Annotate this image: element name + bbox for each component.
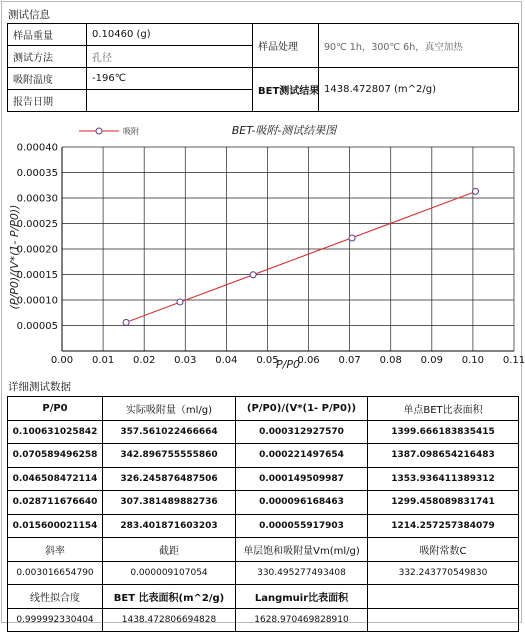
summary-value-row bbox=[8, 561, 519, 585]
intercept-value: 0.000009107054 bbox=[103, 561, 236, 585]
langmuir-surface-area-value: 1628.970469828910 bbox=[236, 608, 368, 632]
table-row bbox=[8, 444, 519, 468]
details-section-title: 详细测试数据 bbox=[8, 381, 71, 393]
cell-single-point-bet: 1299.458089831741 bbox=[368, 491, 519, 515]
x-tick-label: 0.08 bbox=[379, 355, 402, 366]
x-tick-label: 0.07 bbox=[338, 355, 361, 366]
summary-label-row bbox=[8, 585, 519, 609]
cell-p-p0: 0.046508472114 bbox=[8, 467, 103, 491]
report-date-value bbox=[87, 90, 253, 112]
bet-chart bbox=[7, 121, 525, 371]
legend-label: 吸附 bbox=[123, 127, 139, 136]
table-row bbox=[8, 420, 519, 444]
y-tick-label: 0.00025 bbox=[16, 219, 58, 230]
bet-result-label: BET测试结果 bbox=[253, 68, 319, 112]
test-method-label: 测试方法 bbox=[8, 46, 87, 68]
test-info-table bbox=[7, 23, 519, 112]
x-tick-label: 0.04 bbox=[215, 355, 238, 366]
cell-p-p0: 0.015600021154 bbox=[8, 514, 103, 538]
x-tick-label: 0.10 bbox=[461, 355, 485, 366]
bet-surface-area-value: 1438.472806694828 bbox=[103, 608, 236, 632]
header-p-p0: P/P0 bbox=[8, 397, 103, 421]
report-date-label: 报告日期 bbox=[8, 90, 87, 112]
adsorption-temp-value: -196℃ bbox=[87, 68, 253, 90]
y-tick-label: 0.00035 bbox=[16, 168, 58, 179]
empty-cell bbox=[368, 608, 519, 632]
header-bet-function: (P/P0)/(V*(1- P/P0)) bbox=[236, 397, 368, 421]
cell-adsorption-volume: 283.401871603203 bbox=[103, 514, 236, 538]
test-method-value: 孔径 bbox=[87, 46, 253, 68]
cell-single-point-bet: 1399.666183835415 bbox=[368, 420, 519, 444]
cell-p-p0: 0.028711676640 bbox=[8, 491, 103, 515]
c-constant-label: 吸附常数C bbox=[368, 538, 519, 562]
summary-label-row bbox=[8, 538, 519, 562]
cell-adsorption-volume: 326.245876487506 bbox=[103, 467, 236, 491]
slope-label: 斜率 bbox=[8, 538, 103, 562]
details-header-row bbox=[8, 397, 519, 421]
y-tick-label: 0.00020 bbox=[16, 244, 58, 256]
sample-weight-label: 样品重量 bbox=[8, 24, 87, 46]
c-constant-value: 332.243770549830 bbox=[368, 561, 519, 585]
x-tick-label: 0.03 bbox=[174, 355, 197, 366]
header-adsorption-volume: 实际吸附量（ml/g) bbox=[103, 397, 236, 421]
y-tick-label: 0.00040 bbox=[16, 142, 58, 154]
cell-p-p0: 0.070589496258 bbox=[8, 444, 103, 468]
cell-bet-function: 0.000055917903 bbox=[236, 514, 368, 538]
data-point bbox=[349, 235, 355, 241]
slope-value: 0.003016654790 bbox=[8, 561, 103, 585]
cell-adsorption-volume: 342.896755555860 bbox=[103, 444, 236, 468]
x-tick-label: 0.09 bbox=[420, 355, 443, 366]
x-tick-label: 0.01 bbox=[91, 355, 115, 366]
intercept-label: 截距 bbox=[103, 538, 236, 562]
linear-fit-label: 线性拟合度 bbox=[8, 585, 103, 609]
cell-bet-function: 0.000312927570 bbox=[236, 420, 368, 444]
info-section-title: 测试信息 bbox=[8, 9, 50, 21]
cell-bet-function: 0.000149509987 bbox=[236, 467, 368, 491]
chart-grid bbox=[62, 147, 514, 351]
data-point bbox=[473, 188, 479, 194]
cell-single-point-bet: 1387.098654216483 bbox=[368, 444, 519, 468]
cell-p-p0: 0.100631025842 bbox=[8, 420, 103, 444]
sample-treatment-value: 90℃ 1h，300℃ 6h，真空加热 bbox=[319, 24, 519, 68]
legend-marker bbox=[96, 128, 102, 134]
linear-fit-value: 0.999992330404 bbox=[8, 608, 103, 632]
y-tick-labels bbox=[17, 143, 58, 333]
sample-weight-value: 0.10460 (g) bbox=[87, 24, 253, 46]
x-tick-label: 0.02 bbox=[133, 355, 156, 366]
x-tick-label: 0.05 bbox=[256, 355, 279, 366]
x-tick-label: 0.11 bbox=[502, 355, 525, 366]
monolayer-capacity-value: 330.495277493408 bbox=[236, 561, 368, 585]
header-single-point-bet: 单点BET比表面积 bbox=[368, 397, 519, 421]
data-point bbox=[123, 319, 129, 325]
y-tick-label: 0.00010 bbox=[16, 295, 58, 307]
data-point bbox=[250, 272, 256, 278]
cell-single-point-bet: 1353.936411389312 bbox=[368, 467, 519, 491]
data-point bbox=[177, 299, 183, 305]
cell-bet-function: 0.000096168463 bbox=[236, 491, 368, 515]
cell-adsorption-volume: 307.381489882736 bbox=[103, 491, 236, 515]
table-row bbox=[8, 491, 519, 515]
x-axis-label: P/P0 bbox=[276, 358, 300, 371]
bet-surface-area-label: BET 比表面积(m^2/g) bbox=[103, 585, 236, 609]
monolayer-capacity-label: 单层饱和吸附量Vm(ml/g) bbox=[236, 538, 368, 562]
details-table bbox=[7, 396, 519, 632]
empty-cell bbox=[368, 585, 519, 609]
cell-single-point-bet: 1214.257257384079 bbox=[368, 514, 519, 538]
summary-value-row bbox=[8, 608, 519, 632]
adsorption-temp-label: 吸附温度 bbox=[8, 68, 87, 90]
cell-adsorption-volume: 357.561022466664 bbox=[103, 420, 236, 444]
table-row bbox=[8, 467, 519, 491]
y-tick-label: 0.00005 bbox=[16, 321, 58, 332]
y-axis-label: (P/P0)/(V*(1- P/P0)) bbox=[8, 204, 21, 310]
x-tick-label: 0.06 bbox=[297, 355, 320, 366]
y-tick-label: 0.00030 bbox=[16, 193, 58, 205]
y-tick-label: 0.00015 bbox=[16, 270, 58, 281]
sample-treatment-label: 样品处理 bbox=[253, 24, 319, 68]
langmuir-surface-area-label: Langmuir比表面积 bbox=[236, 585, 368, 609]
bet-result-value: 1438.472807 (m^2/g) bbox=[319, 68, 519, 112]
chart-title: BET-吸附-测试结果图 bbox=[231, 124, 337, 137]
table-row bbox=[8, 514, 519, 538]
x-tick-label: 0.00 bbox=[50, 355, 74, 366]
cell-bet-function: 0.000221497654 bbox=[236, 444, 368, 468]
